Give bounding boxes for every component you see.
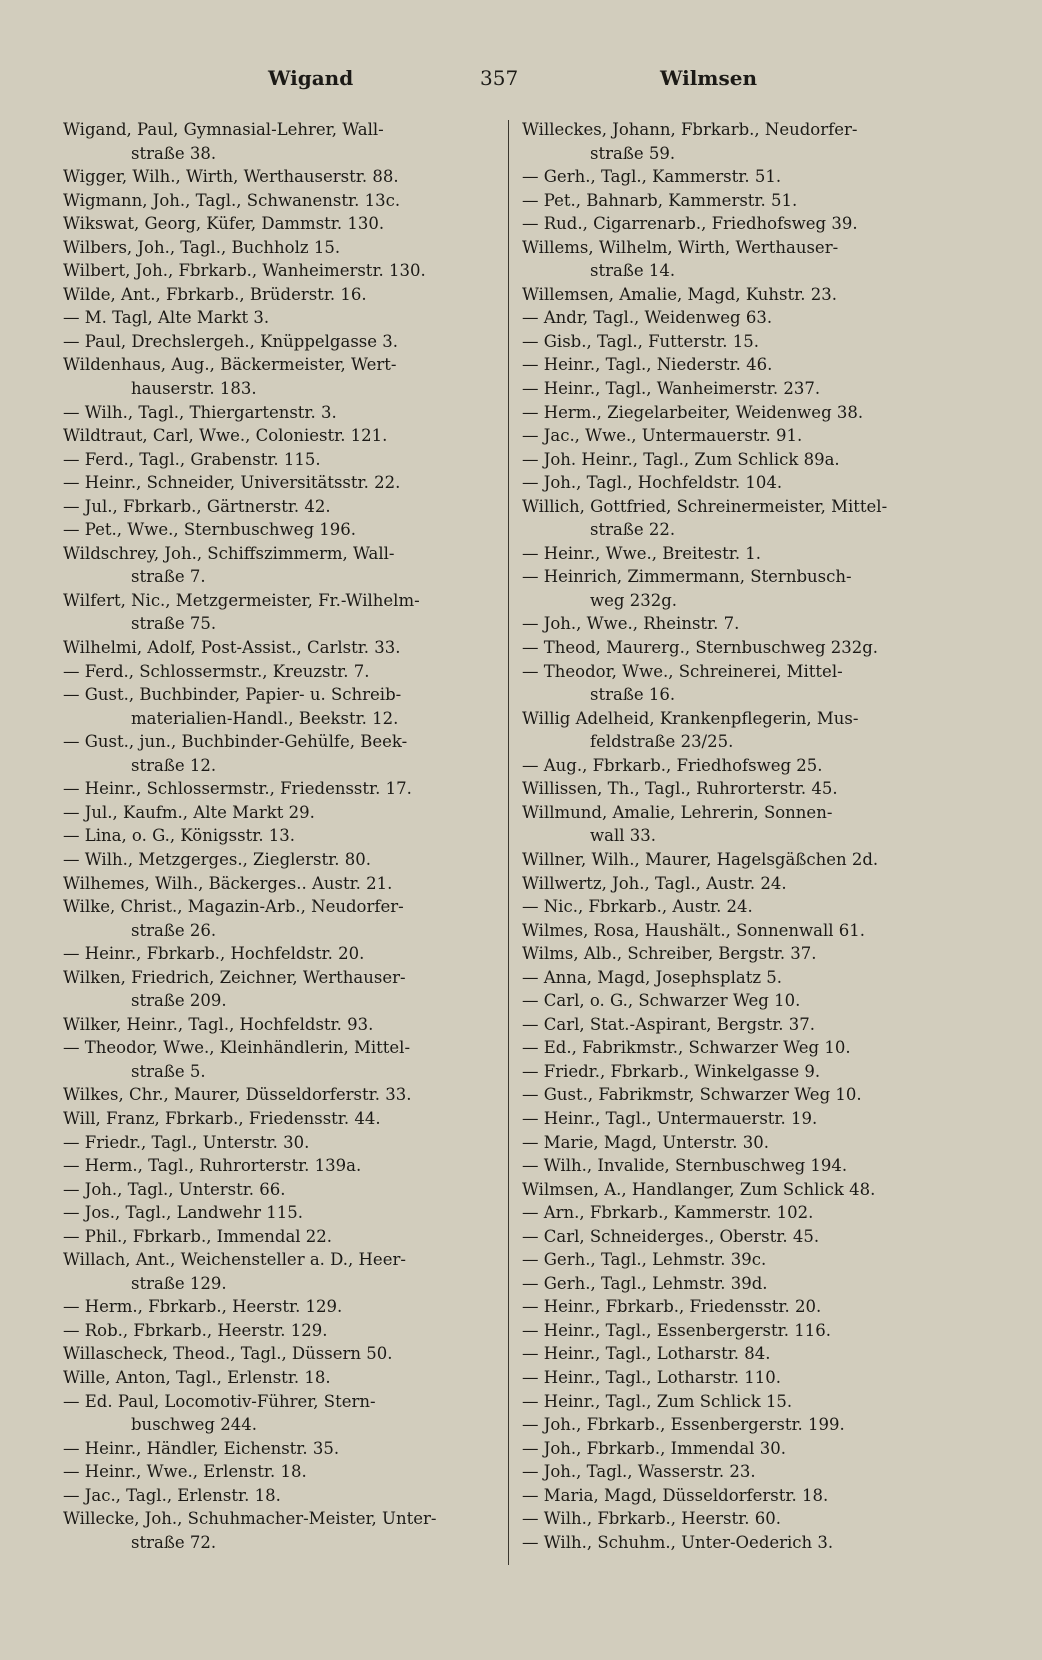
directory-entry-line: — Carl, Schneiderges., Oberstr. 45.	[522, 1226, 820, 1246]
directory-entry-line: — Joh., Tagl., Wasserstr. 23.	[522, 1462, 756, 1482]
directory-entry-line: Willissen, Th., Tagl., Ruhrorterstr. 45.	[522, 779, 838, 799]
directory-entry-line: — Heinr., Tagl., Essenbergerstr. 116.	[522, 1320, 831, 1340]
directory-entry-line: straße 26.	[131, 920, 217, 940]
directory-entry-line: Willach, Ant., Weichensteller a. D., Heer-	[63, 1250, 406, 1270]
directory-entry-line: straße 75.	[131, 614, 217, 634]
right-column	[522, 118, 952, 1554]
directory-entry-line: — Theodor, Wwe., Schreinerei, Mittel-	[522, 661, 843, 681]
directory-entry-line: — Heinr., Händler, Eichenstr. 35.	[63, 1438, 340, 1458]
directory-entry-line: — Herm., Fbrkarb., Heerstr. 129.	[63, 1297, 343, 1317]
directory-entry-line: Wigger, Wilh., Wirth, Werthauserstr. 88.	[63, 167, 399, 187]
directory-entry-line: Wilmes, Rosa, Haushält., Sonnenwall 61.	[522, 920, 866, 940]
directory-entry-line: — Heinr., Tagl., Zum Schlick 15.	[522, 1391, 793, 1411]
directory-entry-line: — Wilh., Fbrkarb., Heerstr. 60.	[522, 1509, 781, 1529]
directory-entry-line: — Heinr., Schneider, Universitätsstr. 22.	[63, 473, 401, 493]
directory-entry-line: Wilde, Ant., Fbrkarb., Brüderstr. 16.	[63, 284, 367, 304]
directory-entry-line: — Andr, Tagl., Weidenweg 63.	[522, 308, 773, 328]
directory-entry-line: Wilken, Friedrich, Zeichner, Werthauser-	[63, 967, 406, 987]
directory-entry-line: — Rob., Fbrkarb., Heerstr. 129.	[63, 1320, 328, 1340]
directory-entry-line: Willig Adelheid, Krankenpflegerin, Mus-	[522, 708, 859, 728]
directory-entry-line: — Heinr., Tagl., Wanheimerstr. 237.	[522, 379, 821, 399]
directory-entry-line: straße 72.	[131, 1532, 217, 1552]
left-column	[63, 118, 493, 1554]
directory-entry-line: — Heinr., Tagl., Lotharstr. 110.	[522, 1367, 782, 1387]
directory-entry-line: — Joh., Fbrkarb., Essenbergerstr. 199.	[522, 1415, 845, 1435]
header-left-keyword: Wigand	[268, 66, 354, 90]
directory-entry-line: — Heinr., Tagl., Untermauerstr. 19.	[522, 1108, 818, 1128]
directory-entry-line: — Rud., Cigarrenarb., Friedhofsweg 39.	[522, 214, 858, 234]
directory-entry-line: — Maria, Magd, Düsseldorferstr. 18.	[522, 1485, 829, 1505]
page-number: 357	[480, 66, 519, 90]
directory-entry-line: Wilbert, Joh., Fbrkarb., Wanheimerstr. 130.	[63, 261, 426, 281]
directory-entry-line: — Marie, Magd, Unterstr. 30.	[522, 1132, 769, 1152]
directory-entry-line: — Jos., Tagl., Landwehr 115.	[63, 1203, 303, 1223]
directory-entry-line: — Carl, Stat.-Aspirant, Bergstr. 37.	[522, 1014, 816, 1034]
directory-entry-line: Wilmsen, A., Handlanger, Zum Schlick 48.	[522, 1179, 876, 1199]
directory-entry-line: Willeckes, Johann, Fbrkarb., Neudorfer-	[522, 120, 858, 139]
directory-entry-line: materialien-Handl., Beekstr. 12.	[131, 708, 399, 728]
directory-entry-line: Willner, Wilh., Maurer, Hagelsgäßchen 2d.	[522, 849, 879, 869]
directory-entry-line: Wilfert, Nic., Metzgermeister, Fr.-Wilhelm-	[63, 590, 420, 610]
directory-entry-line: — Joh. Heinr., Tagl., Zum Schlick 89a.	[522, 449, 840, 469]
directory-entry-line: Wikswat, Georg, Küfer, Dammstr. 130.	[63, 214, 385, 234]
directory-entry-line: straße 129.	[131, 1273, 227, 1293]
directory-entry-line: straße 59.	[590, 143, 676, 163]
directory-entry-line: Wilhemes, Wilh., Bäckerges.. Austr. 21.	[63, 873, 393, 893]
directory-entry-line: — Wilh., Tagl., Thiergartenstr. 3.	[63, 402, 337, 422]
directory-entry-line: — Ed. Paul, Locomotiv-Führer, Stern-	[63, 1391, 376, 1411]
directory-entry-line: straße 22.	[590, 520, 676, 540]
directory-entry-line: — Friedr., Tagl., Unterstr. 30.	[63, 1132, 310, 1152]
directory-entry-line: straße 12.	[131, 755, 217, 775]
directory-entry-line: — Ferd., Schlossermstr., Kreuzstr. 7.	[63, 661, 370, 681]
directory-entry-line: — Gerh., Tagl., Lehmstr. 39d.	[522, 1273, 768, 1293]
directory-entry-line: — Heinr., Tagl., Niederstr. 46.	[522, 355, 773, 375]
directory-entry-line: Willwertz, Joh., Tagl., Austr. 24.	[522, 873, 787, 893]
directory-entry-line: Willascheck, Theod., Tagl., Düssern 50.	[63, 1344, 393, 1364]
directory-entry-line: Will, Franz, Fbrkarb., Friedensstr. 44.	[63, 1108, 381, 1128]
directory-entry-line: Wilbers, Joh., Tagl., Buchholz 15.	[63, 237, 341, 257]
directory-entry-line: feldstraße 23/25.	[590, 732, 734, 752]
directory-entry-line: — Joh., Wwe., Rheinstr. 7.	[522, 614, 740, 634]
directory-entry-line: — Pet., Bahnarb, Kammerstr. 51.	[522, 190, 798, 210]
directory-entry-line: — Joh., Tagl., Hochfeldstr. 104.	[522, 473, 783, 493]
header-right-keyword: Wilmsen	[660, 66, 757, 90]
directory-entry-line: weg 232g.	[590, 590, 677, 610]
directory-entry-line: wall 33.	[590, 826, 656, 846]
directory-entry-line: — Gust., Buchbinder, Papier- u. Schreib-	[63, 685, 402, 705]
directory-entry-line: — Theod, Maurerg., Sternbuschweg 232g.	[522, 638, 879, 658]
directory-entry-line: — Arn., Fbrkarb., Kammerstr. 102.	[522, 1203, 814, 1223]
directory-entry-line: — Heinr., Tagl., Lotharstr. 84.	[522, 1344, 771, 1364]
directory-entry-line: — Gust., jun., Buchbinder-Gehülfe, Beek-	[63, 732, 408, 752]
directory-entry-line: — Pet., Wwe., Sternbuschweg 196.	[63, 520, 356, 540]
directory-entry-line: — Heinr., Wwe., Breitestr. 1.	[522, 543, 762, 563]
directory-entry-line: — Carl, o. G., Schwarzer Weg 10.	[522, 991, 801, 1011]
directory-entry-line: — Jac., Wwe., Untermauerstr. 91.	[522, 426, 803, 446]
directory-entry-line: — Ed., Fabrikmstr., Schwarzer Weg 10.	[522, 1038, 851, 1058]
page-header	[60, 66, 980, 96]
directory-entry-line: — Gerh., Tagl., Lehmstr. 39c.	[522, 1250, 767, 1270]
directory-entry-line: — Lina, o. G., Königsstr. 13.	[63, 826, 296, 846]
directory-entry-line: — Jac., Tagl., Erlenstr. 18.	[63, 1485, 281, 1505]
directory-entry-line: — Ferd., Tagl., Grabenstr. 115.	[63, 449, 321, 469]
directory-entry-line: — Nic., Fbrkarb., Austr. 24.	[522, 897, 753, 917]
directory-entry-line: Wildenhaus, Aug., Bäckermeister, Wert-	[63, 355, 397, 375]
directory-entry-line: — Joh., Fbrkarb., Immendal 30.	[522, 1438, 786, 1458]
directory-entry-line: — Jul., Kaufm., Alte Markt 29.	[63, 802, 315, 822]
directory-entry-line: hauserstr. 183.	[131, 379, 257, 399]
directory-entry-line: — Heinrich, Zimmermann, Sternbusch-	[522, 567, 852, 587]
directory-entry-line: — Heinr., Schlossermstr., Friedensstr. 17.	[63, 779, 412, 799]
directory-entry-line: — Wilh., Metzgerges., Zieglerstr. 80.	[63, 849, 371, 869]
directory-entry-line: — Herm., Tagl., Ruhrorterstr. 139a.	[63, 1156, 362, 1176]
directory-entry-line: — Heinr., Fbrkarb., Hochfeldstr. 20.	[63, 944, 365, 964]
directory-entry-line: — Wilh., Schuhm., Unter-Oederich 3.	[522, 1532, 834, 1552]
directory-entry-line: Wille, Anton, Tagl., Erlenstr. 18.	[63, 1367, 331, 1387]
directory-entry-line: straße 14.	[590, 261, 676, 281]
directory-entry-line: Wilke, Christ., Magazin-Arb., Neudorfer-	[63, 897, 404, 917]
column-divider	[508, 120, 509, 1565]
directory-entry-line: — Wilh., Invalide, Sternbuschweg 194.	[522, 1156, 848, 1176]
directory-entry-line: — M. Tagl, Alte Markt 3.	[63, 308, 270, 328]
directory-entry-line: — Herm., Ziegelarbeiter, Weidenweg 38.	[522, 402, 864, 422]
directory-entry-line: straße 209.	[131, 991, 227, 1011]
directory-entry-line: straße 5.	[131, 1061, 206, 1081]
directory-entry-line: — Jul., Fbrkarb., Gärtnerstr. 42.	[63, 496, 331, 516]
directory-entry-line: — Gerh., Tagl., Kammerstr. 51.	[522, 167, 782, 187]
directory-entry-line: — Theodor, Wwe., Kleinhändlerin, Mittel-	[63, 1038, 411, 1058]
directory-entry-line: — Joh., Tagl., Unterstr. 66.	[63, 1179, 286, 1199]
directory-entry-line: — Anna, Magd, Josephsplatz 5.	[522, 967, 783, 987]
directory-entry-line: — Paul, Drechslergeh., Knüppelgasse 3.	[63, 331, 399, 351]
directory-entry-line: — Gust., Fabrikmstr, Schwarzer Weg 10.	[522, 1085, 862, 1105]
directory-entry-line: — Heinr., Fbrkarb., Friedensstr. 20.	[522, 1297, 822, 1317]
directory-entry-line: straße 38.	[131, 143, 217, 163]
directory-entry-line: buschweg 244.	[131, 1415, 257, 1435]
directory-entry-line: — Gisb., Tagl., Futterstr. 15.	[522, 331, 759, 351]
directory-entry-line: Wigand, Paul, Gymnasial-Lehrer, Wall-	[63, 120, 384, 139]
directory-entry-line: Wilms, Alb., Schreiber, Bergstr. 37.	[522, 944, 817, 964]
directory-entry-line: Wilker, Heinr., Tagl., Hochfeldstr. 93.	[63, 1014, 374, 1034]
directory-entry-line: — Aug., Fbrkarb., Friedhofsweg 25.	[522, 755, 823, 775]
directory-entry-line: — Friedr., Fbrkarb., Winkelgasse 9.	[522, 1061, 821, 1081]
directory-entry-line: Wildtraut, Carl, Wwe., Coloniestr. 121.	[63, 426, 388, 446]
directory-entry-line: Willems, Wilhelm, Wirth, Werthauser-	[522, 237, 839, 257]
directory-entry-line: Willecke, Joh., Schuhmacher-Meister, Unter-	[63, 1509, 437, 1529]
directory-entry-line: Wilhelmi, Adolf, Post-Assist., Carlstr. 33.	[63, 638, 401, 658]
directory-entry-line: Willemsen, Amalie, Magd, Kuhstr. 23.	[522, 284, 837, 304]
directory-entry-line: Wildschrey, Joh., Schiffszimmerm, Wall-	[63, 543, 395, 563]
directory-entry-line: Willmund, Amalie, Lehrerin, Sonnen-	[522, 802, 833, 822]
directory-entry-line: — Heinr., Wwe., Erlenstr. 18.	[63, 1462, 307, 1482]
directory-entry-line: Wigmann, Joh., Tagl., Schwanenstr. 13c.	[63, 190, 401, 210]
directory-entry-line: Wilkes, Chr., Maurer, Düsseldorferstr. 33.	[63, 1085, 412, 1105]
directory-entry-line: — Phil., Fbrkarb., Immendal 22.	[63, 1226, 333, 1246]
directory-entry-line: straße 16.	[590, 685, 676, 705]
directory-entry-line: Willich, Gottfried, Schreinermeister, Mittel-	[522, 496, 888, 516]
directory-entry-line: straße 7.	[131, 567, 206, 587]
